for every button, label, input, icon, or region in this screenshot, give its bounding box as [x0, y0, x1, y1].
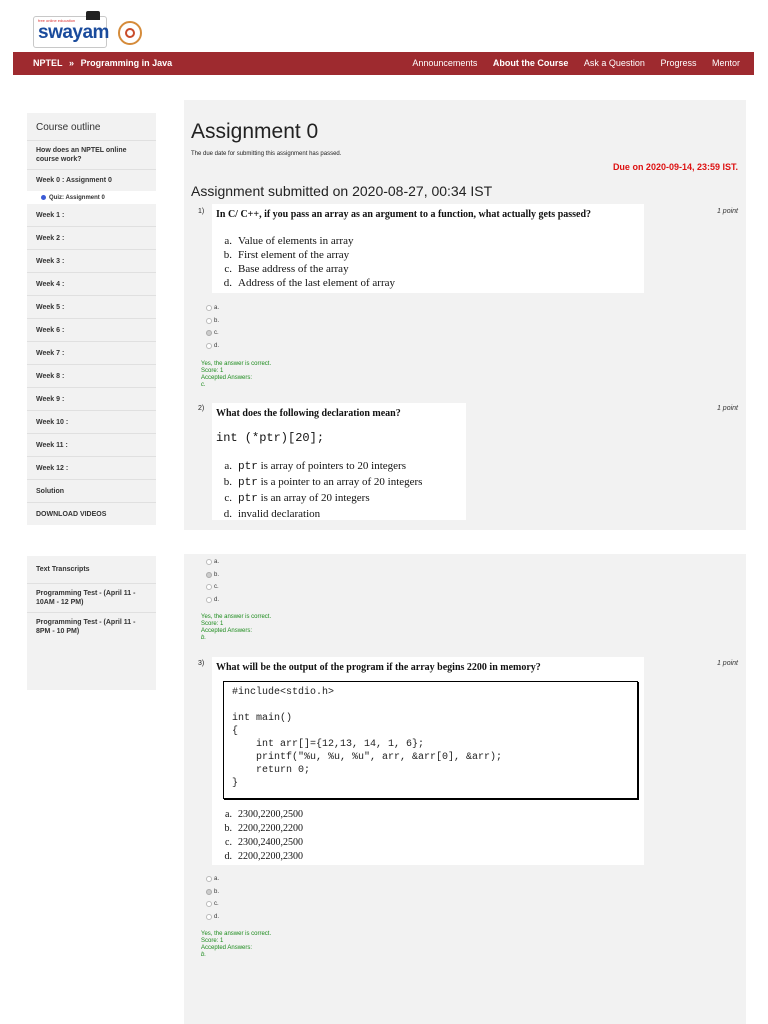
radio-icon[interactable]: [206, 305, 212, 311]
radio-icon[interactable]: [206, 318, 212, 324]
q3-option-letter: a.: [225, 809, 232, 820]
q3-option: [212, 822, 303, 836]
accepted-answer: b.: [201, 952, 207, 958]
top-navbar: [13, 52, 754, 75]
accepted-label: Accepted Answers:: [201, 945, 253, 951]
question-3-code-block: [223, 681, 638, 799]
q1-option-text: First element of the array: [238, 249, 350, 261]
q1-option-letter: a.: [224, 235, 232, 247]
radio-icon[interactable]: [206, 559, 212, 565]
radio-icon[interactable]: [206, 876, 212, 882]
q3-radio-b[interactable]: [206, 886, 219, 899]
q1-option-text: Address of the last element of array: [238, 277, 395, 289]
question-1-box: [212, 204, 644, 293]
q3-radio-d[interactable]: [206, 911, 219, 924]
radio-icon[interactable]: [206, 901, 212, 907]
code-line: return 0;: [232, 765, 311, 776]
q2-option-letter: d.: [223, 508, 232, 520]
q1-option-letter: b.: [223, 249, 232, 261]
question-3-options: [212, 808, 303, 864]
radio-selected-icon[interactable]: [206, 572, 212, 578]
radio-icon[interactable]: [206, 597, 212, 603]
question-3-feedback: [201, 931, 271, 959]
q2-option-code: ptr: [238, 477, 258, 489]
radio-label: b.: [214, 888, 220, 895]
breadcrumb-course[interactable]: Programming in Java: [80, 58, 173, 68]
sidebar-item-week-1[interactable]: Week 1 :: [27, 204, 156, 227]
q3-option-text: 2300,2400,2500: [238, 837, 303, 848]
sidebar-item-week-0[interactable]: Week 0 : Assignment 0: [36, 177, 112, 184]
q3-option-letter: b.: [224, 823, 232, 834]
nav-about-course[interactable]: About the Course: [492, 58, 569, 68]
question-2-box: [212, 403, 466, 520]
sidebar-item-programming-test-1[interactable]: Programming Test - (April 11 - 10AM - 12 PM): [27, 584, 156, 613]
code-line: int arr[]={12,13, 14, 1, 6};: [232, 739, 425, 750]
q3-option-letter: c.: [225, 837, 232, 848]
q1-radio-d[interactable]: [206, 340, 219, 353]
current-item-dot-icon: [41, 195, 46, 200]
question-1-number: 1): [198, 208, 205, 215]
q1-option: [212, 248, 395, 262]
feedback-text: Yes, the answer is correct.: [201, 614, 272, 620]
question-1-feedback: [201, 361, 271, 389]
question-1-options: [212, 234, 395, 290]
accepted-label: Accepted Answers:: [201, 628, 253, 634]
radio-label: c.: [214, 584, 219, 591]
breadcrumb-separator: »: [69, 58, 75, 68]
accepted-answer: c.: [201, 382, 206, 388]
sidebar-item-week-2[interactable]: Week 2 :: [27, 227, 156, 250]
q1-option-letter: d.: [223, 277, 232, 289]
sidebar-item-solution[interactable]: Solution: [27, 480, 156, 503]
nav-links: [399, 58, 740, 68]
radio-selected-icon[interactable]: [206, 330, 212, 336]
sidebar-item-week-5[interactable]: Week 5 :: [27, 296, 156, 319]
q2-option-letter: c.: [224, 492, 232, 504]
course-outline-title: Course outline: [27, 113, 156, 141]
radio-label: a.: [214, 559, 220, 566]
q3-option: [212, 850, 303, 864]
due-passed-note: The due date for submitting this assignment has passed.: [191, 151, 342, 157]
q1-option-letter: c.: [224, 263, 232, 275]
due-date: Due on 2020-09-14, 23:59 IST.: [612, 162, 738, 172]
code-line: #include<stdio.h>: [232, 687, 335, 698]
question-1-points: 1 point: [716, 208, 738, 215]
radio-selected-icon[interactable]: [206, 889, 212, 895]
q2-option-text: is array of pointers to 20 integers: [257, 460, 406, 472]
code-line: {: [232, 726, 239, 737]
q2-radio-a[interactable]: [206, 556, 219, 569]
code-line: }: [232, 778, 239, 789]
radio-label: a.: [214, 876, 220, 883]
q2-option: [212, 490, 422, 506]
q3-option-text: 2200,2200,2300: [238, 851, 303, 862]
question-3-points: 1 point: [716, 660, 738, 667]
radio-icon[interactable]: [206, 584, 212, 590]
q3-option-text: 2200,2200,2200: [238, 823, 303, 834]
q2-option-text: is an array of 20 integers: [257, 492, 370, 504]
question-2-code: int (*ptr)[20];: [216, 431, 325, 445]
breadcrumb-nptel[interactable]: NPTEL: [33, 58, 63, 68]
q2-option-text: invalid declaration: [238, 508, 321, 520]
q3-option-letter: d.: [224, 851, 232, 862]
sidebar-item-week-12[interactable]: Week 12 :: [27, 457, 156, 480]
radio-label: a.: [214, 305, 220, 312]
radio-icon[interactable]: [206, 914, 212, 920]
sidebar-subitem-quiz[interactable]: [27, 191, 156, 204]
radio-label: c.: [214, 330, 219, 337]
radio-label: d.: [214, 342, 220, 349]
submission-status: Assignment submitted on 2020-08-27, 00:34 IST: [191, 183, 493, 199]
question-2-number: 2): [198, 405, 205, 412]
question-2-feedback: [201, 614, 271, 642]
question-3-number: 3): [198, 660, 205, 667]
question-2-points: 1 point: [716, 405, 738, 412]
q1-radio-b[interactable]: [206, 315, 219, 328]
code-line: printf("%u, %u, %u", arr, &arr[0], &arr);: [232, 752, 503, 763]
sidebar-item-week-4[interactable]: Week 4 :: [27, 273, 156, 296]
score-text: Score: 1: [201, 368, 224, 374]
question-1-text: In C/ C++, if you pass an array as an argument to a function, what actually gets passed?: [216, 209, 592, 220]
q2-option: [212, 474, 422, 490]
q2-option-letter: b.: [223, 476, 232, 488]
radio-label: d.: [214, 596, 220, 603]
logo-bar: [0, 0, 768, 52]
swayam-logo[interactable]: [33, 16, 107, 48]
q2-option-text: is a pointer to an array of 20 integers: [257, 476, 423, 488]
q2-option: [212, 506, 422, 522]
q2-option-letter: a.: [224, 460, 232, 472]
q2-option-code: ptr: [238, 461, 258, 473]
sidebar-item-week-8[interactable]: Week 8 :: [27, 365, 156, 388]
score-text: Score: 1: [201, 621, 224, 627]
accepted-label: Accepted Answers:: [201, 375, 253, 381]
page-title: Assignment 0: [191, 120, 319, 143]
q1-option: [212, 262, 395, 276]
q2-radio-b[interactable]: [206, 569, 219, 582]
q1-option: [212, 276, 395, 290]
question-1-radios: [206, 302, 219, 352]
q2-radio-c[interactable]: [206, 581, 219, 594]
q1-option-text: Value of elements in array: [238, 235, 354, 247]
radio-label: b.: [214, 571, 220, 578]
sidebar-item-week-6[interactable]: Week 6 :: [27, 319, 156, 342]
accepted-answer: b.: [201, 635, 207, 641]
sidebar-item-how-it-works[interactable]: How does an NPTEL online course work?: [27, 141, 156, 170]
sidebar-item-week-3[interactable]: Week 3 :: [27, 250, 156, 273]
question-2-text: What does the following declaration mean?: [216, 408, 401, 419]
feedback-text: Yes, the answer is correct.: [201, 931, 272, 937]
q3-radio-c[interactable]: [206, 898, 219, 911]
sidebar-item-week-10[interactable]: Week 10 :: [27, 411, 156, 434]
radio-label: b.: [214, 317, 220, 324]
nav-ask-question[interactable]: Ask a Question: [583, 58, 645, 68]
q1-option: [212, 234, 395, 248]
q3-radio-a[interactable]: [206, 873, 219, 886]
nav-mentor[interactable]: Mentor: [711, 58, 740, 68]
nav-announcements[interactable]: Announcements: [412, 58, 478, 68]
radio-label: d.: [214, 913, 220, 920]
graduation-cap-icon: [86, 11, 100, 20]
sidebar-item-week-11[interactable]: Week 11 :: [27, 434, 156, 457]
sidebar-item-week-9[interactable]: Week 9 :: [27, 388, 156, 411]
sidebar-item-download-videos[interactable]: DOWNLOAD VIDEOS: [36, 510, 107, 518]
sidebar-item-transcripts[interactable]: Text Transcripts: [27, 556, 156, 584]
radio-label: c.: [214, 901, 219, 908]
q2-option: [212, 458, 422, 474]
nav-progress[interactable]: Progress: [660, 58, 697, 68]
score-text: Score: 1: [201, 938, 224, 944]
breadcrumb: [33, 58, 176, 68]
extra-links-sidebar: [27, 556, 156, 690]
question-3-text: What will be the output of the program if the array begins 2200 in memory?: [216, 662, 541, 673]
sidebar-item-programming-test-2[interactable]: Programming Test - (April 11 - 8PM - 10 PM): [36, 619, 136, 635]
q3-option-text: 2300,2200,2500: [238, 809, 303, 820]
institute-emblem-icon: [118, 21, 142, 45]
radio-icon[interactable]: [206, 343, 212, 349]
feedback-text: Yes, the answer is correct.: [201, 361, 272, 367]
q1-radio-c[interactable]: [206, 327, 219, 340]
question-3-radios: [206, 873, 219, 923]
q1-radio-a[interactable]: [206, 302, 219, 315]
sidebar-item-week-7[interactable]: Week 7 :: [27, 342, 156, 365]
sidebar-subitem-label: Quiz: Assignment 0: [49, 194, 105, 201]
course-outline-sidebar: [27, 113, 156, 525]
q3-option: [212, 808, 303, 822]
q3-option: [212, 836, 303, 850]
logo-text: swayam: [38, 22, 109, 43]
logo-tagline: free online education: [38, 18, 76, 23]
question-2-options: [212, 458, 422, 522]
code-line: int main(): [232, 713, 293, 724]
question-2-radios: [206, 556, 219, 606]
q2-radio-d[interactable]: [206, 594, 219, 607]
q1-option-text: Base address of the array: [238, 263, 349, 275]
q2-option-code: ptr: [238, 493, 258, 505]
